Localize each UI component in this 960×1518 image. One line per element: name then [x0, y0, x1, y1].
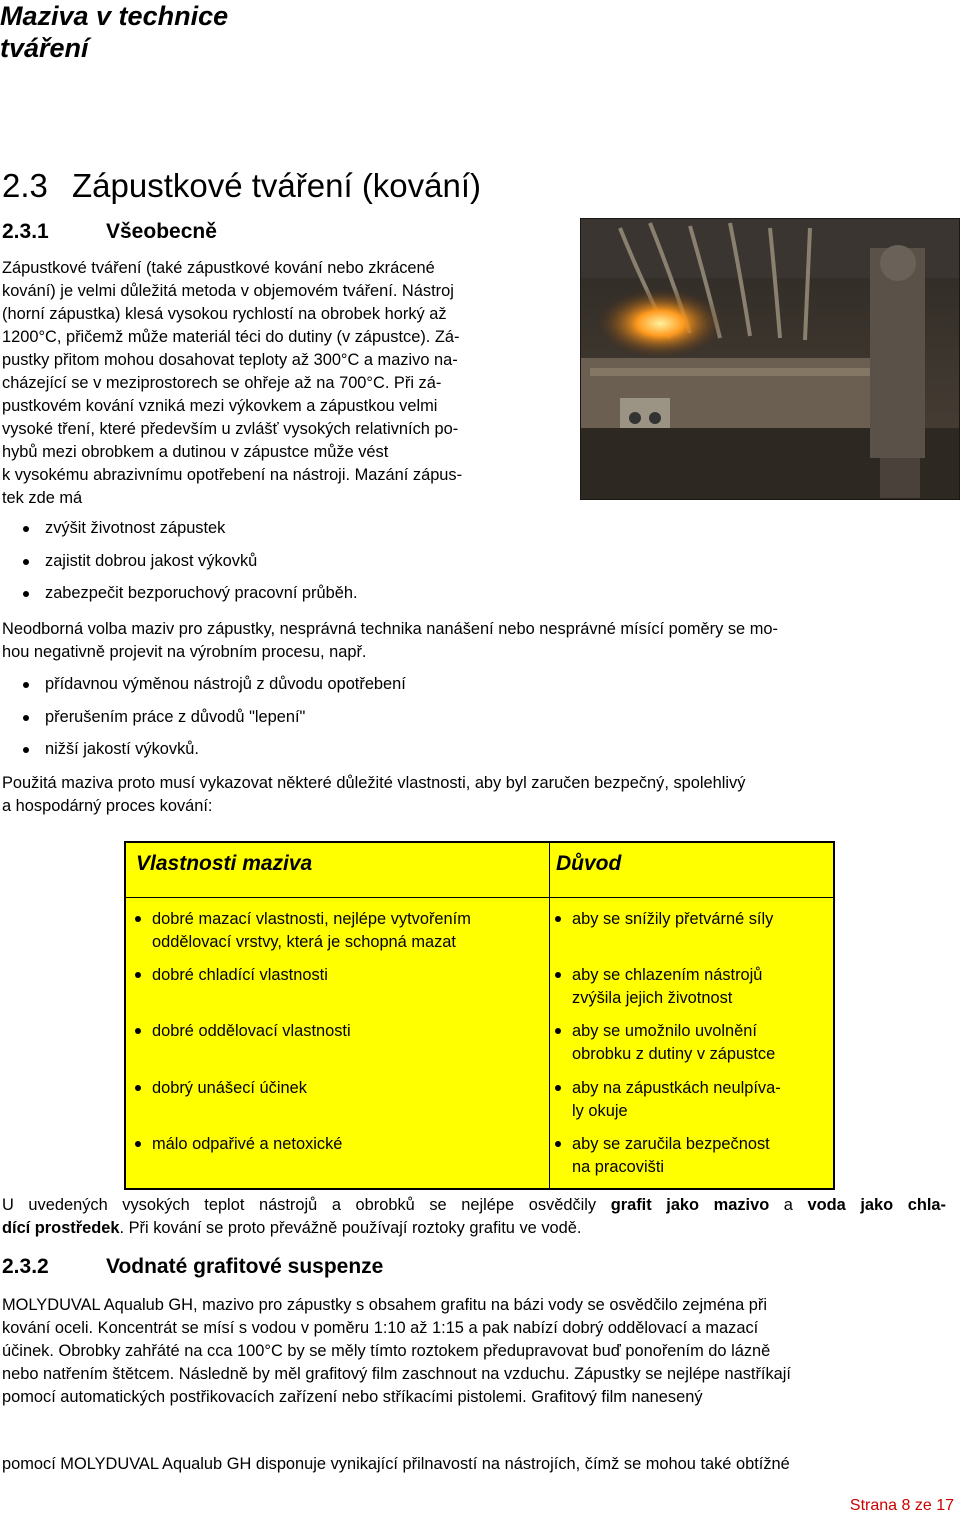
table-cell-reason: aby se umožnilo uvolnění obrobku z dutiny v zápustce — [548, 1020, 775, 1065]
paragraph-adhesion: pomocí MOLYDUVAL Aqualub GH disponuje vynikající přilnavostí na nástrojích, čímž se mohou také obtížné — [2, 1455, 790, 1473]
section-number: 2.3 — [2, 167, 48, 204]
forging-photo — [580, 218, 960, 500]
list-item: přerušením práce z důvodů "lepení" — [2, 706, 406, 739]
subsection-heading-1 — [2, 219, 217, 245]
bullet-icon — [135, 972, 141, 978]
bullet-icon — [555, 1141, 561, 1147]
table-cell-reason: aby se snížily přetvárné síly — [548, 908, 773, 931]
bullet-list-consequences — [2, 673, 406, 771]
list-item: zvýšit životnost zápustek — [2, 517, 358, 550]
subsection-title: Všeobecně — [106, 220, 217, 243]
bullet-icon — [135, 1141, 141, 1147]
page-number: Strana 8 ze 17 — [849, 1497, 954, 1514]
bullet-icon — [23, 682, 29, 688]
table-header-reason: Důvod — [556, 852, 622, 875]
bullet-icon — [135, 1028, 141, 1034]
table-cell-reason: aby se chlazením nástrojů zvýšila jejich životnost — [548, 964, 762, 1009]
table-header-properties: Vlastnosti maziva — [136, 852, 313, 875]
bullet-list-goals — [2, 517, 358, 615]
bullet-icon — [555, 916, 561, 922]
paragraph-requirements: Použitá maziva proto musí vykazovat některé důležité vlastnosti, aby byl zaručen bezpečný, spolehlivý a hospodárný proces kování: — [2, 774, 746, 815]
table-cell-property: dobré mazací vlastnosti, nejlépe vytvořením oddělovací vrstvy, která je schopná mazat — [128, 908, 471, 953]
bullet-icon — [23, 526, 29, 532]
paragraph-aqualub: MOLYDUVAL Aqualub GH, mazivo pro zápustky s obsahem grafitu na bázi vody se osvědčilo zejména při kování oceli. Koncentrát se mísí s vodou v poměru 1:10 až 1:15 a pak nabízí dobrý oddělovací a mazací účinek. Obrobky zahřáté na cca 100°C by se měly tímto roztokem předupravovat buď ponořením do lázně nebo natřením štětcem. Následně by měl grafitový film zaschnout na vzduchu. Zápustky se nejlépe nastříkají pomocí automatických postřikovacích zařízení nebo stříkacími pistolemi. Grafitový film nanesený — [2, 1296, 791, 1406]
table-cell-reason: aby se zaručila bezpečnost na pracovišti — [548, 1133, 770, 1178]
list-item: nižší jakostí výkovků. — [2, 738, 406, 771]
bullet-icon — [23, 715, 29, 721]
table-cell-reason: aby na zápustkách neulpíva- ly okuje — [548, 1077, 781, 1122]
list-item: zajistit dobrou jakost výkovků — [2, 550, 358, 583]
subsection-number: 2.3.1 — [2, 220, 49, 243]
intro-paragraph: Zápustkové tváření (také zápustkové kování nebo zkrácené kování) je velmi důležitá metoda v objemovém tváření. Nástroj (horní zápustka) klesá vysokou rychlostí na obrobek horký až 1200°C, přičemž může materiál téci do dutiny (v zápustce). Zá- pustky přitom mohou dosahovat teploty až 300°C a mazivo na- cházející se v meziprostorech se ohřeje až na 700°C. Při zá- pustkovém kování vzniká mezi výkovkem a zápustkou velmi vysoké tření, které především u zvlášť vysokých relativních po- hybů mezi obrobkem a dutinou v zápustce může vést k vysokému abrazivnímu opotřebení na nástroji. Mazání zápus- tek zde má — [2, 259, 463, 507]
subsection-heading-2 — [2, 1254, 383, 1280]
properties-table — [124, 841, 835, 1190]
document-title: Maziva v technice tváření — [0, 1, 229, 63]
section-heading — [2, 166, 481, 206]
table-cell-property: dobré oddělovací vlastnosti — [128, 1020, 351, 1043]
table-cell-property: dobré chladící vlastnosti — [128, 964, 328, 987]
subsection-title: Vodnaté grafitové suspenze — [106, 1255, 384, 1278]
paragraph-graphite: U uvedených vysokých teplot nástrojů a obrobků se nejlépe osvědčily grafit jako mazivo a voda jako chla- dící prostředek. Při kování se proto převážně používají roztoky grafitu ve vodě. — [2, 1196, 946, 1237]
table-cell-property: dobrý unášecí účinek — [128, 1077, 307, 1100]
bullet-icon — [23, 591, 29, 597]
list-item: zabezpečit bezporuchový pracovní průběh. — [2, 582, 358, 615]
table-header-divider — [126, 897, 833, 898]
bullet-icon — [135, 916, 141, 922]
bullet-icon — [555, 972, 561, 978]
bullet-icon — [555, 1085, 561, 1091]
bullet-icon — [135, 1085, 141, 1091]
paragraph-consequences: Neodborná volba maziv pro zápustky, nesprávná technika nanášení nebo nesprávné mísící poměry se mo- hou negativně projevit na výrobním procesu, např. — [2, 620, 778, 661]
bullet-icon — [23, 747, 29, 753]
table-cell-property: málo odpařivé a netoxické — [128, 1133, 342, 1156]
subsection-number: 2.3.2 — [2, 1255, 49, 1278]
bullet-icon — [555, 1028, 561, 1034]
bullet-icon — [23, 559, 29, 565]
list-item: přídavnou výměnou nástrojů z důvodu opotřebení — [2, 673, 406, 706]
section-title: Zápustkové tváření (kování) — [72, 167, 482, 204]
